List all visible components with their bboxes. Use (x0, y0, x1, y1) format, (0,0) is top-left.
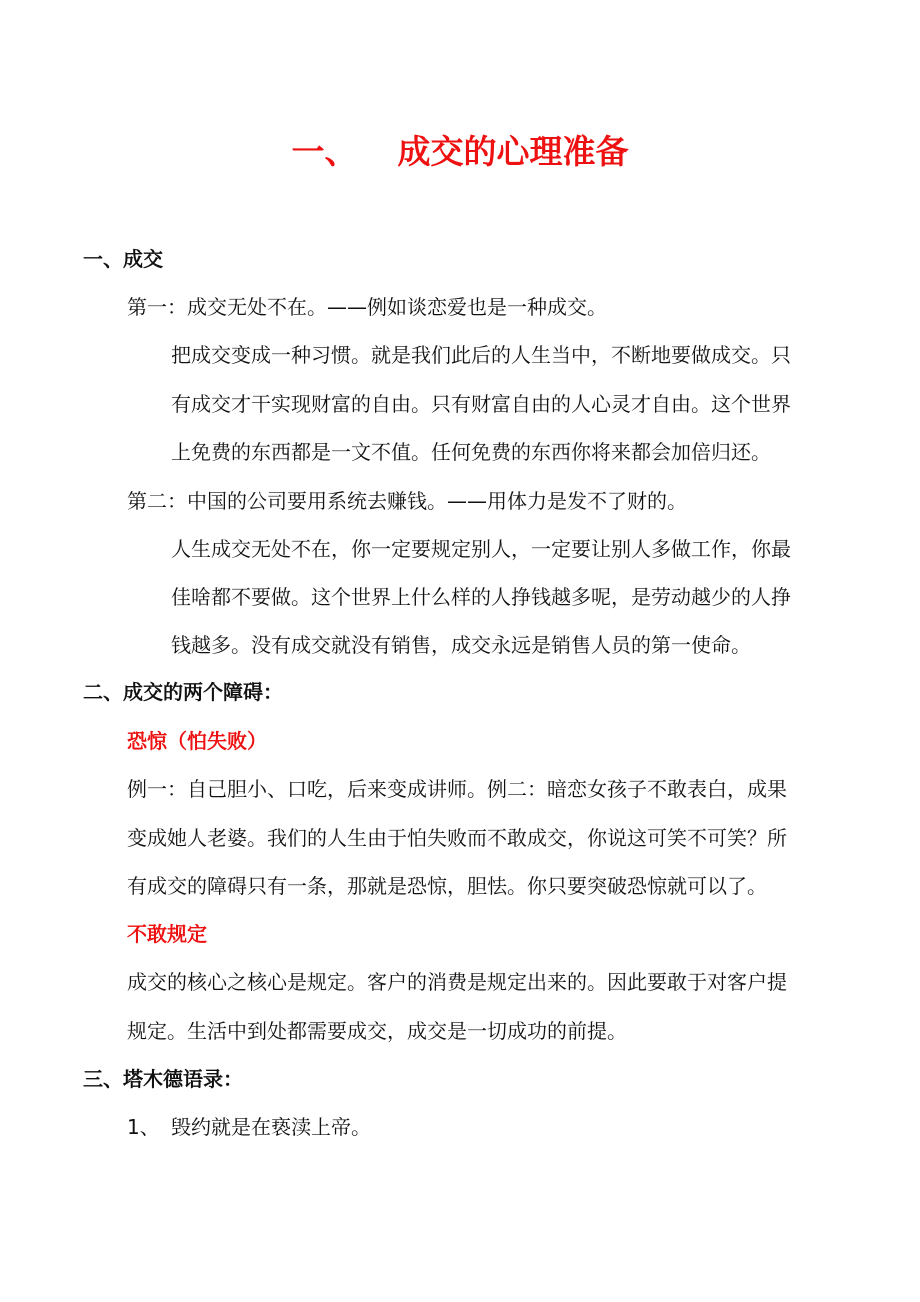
title-text: 成交的心理准备 (397, 132, 629, 171)
section1-para2-line2: 佳啥都不要做。这个世界上什么样的人挣钱越多呢，是劳动越少的人挣 (171, 585, 791, 609)
section1-point-second: 第二：中国的公司要用系统去赚钱。——用体力是发不了财的。 (127, 489, 687, 513)
section2-para1-line2: 变成她人老婆。我们的人生由于怕失败而不敢成交，你说这可笑不可笑？所 (127, 826, 787, 850)
title-number: 一、 (291, 132, 358, 171)
section1-heading: 一、成交 (83, 247, 163, 271)
section2-para2-line1: 成交的核心之核心是规定。客户的消费是规定出来的。因此要敢于对客户提 (127, 970, 787, 994)
section2-para1-line1: 例一：自己胆小、口吃，后来变成讲师。例二：暗恋女孩子不敢表白，成果 (127, 777, 787, 801)
section1-point-first: 第一：成交无处不在。——例如谈恋爱也是一种成交。 (127, 295, 607, 319)
section1-para2-line3: 钱越多。没有成交就没有销售，成交永远是销售人员的第一使命。 (171, 633, 751, 657)
section3-item1-number: 1、 (127, 1115, 160, 1139)
section2-subheading-fear: 恐惊（怕失败） (127, 729, 267, 753)
page-title (0, 128, 920, 176)
section2-heading: 二、成交的两个障碍： (83, 680, 283, 704)
section1-para2-line1: 人生成交无处不在，你一定要规定别人，一定要让别人多做工作，你最 (171, 537, 791, 561)
section2-para1-line3: 有成交的障碍只有一条，那就是恐惊，胆怯。你只要突破恐惊就可以了。 (127, 874, 767, 898)
section3-item1-text: 毁约就是在亵渎上帝。 (171, 1115, 371, 1139)
section1-para1-line1: 把成交变成一种习惯。就是我们此后的人生当中，不断地要做成交。只 (171, 343, 791, 367)
section1-para1-line2: 有成交才干实现财富的自由。只有财富自由的人心灵才自由。这个世界 (171, 392, 791, 416)
section3-heading: 三、塔木德语录： (83, 1067, 243, 1091)
section1-para1-line3: 上免费的东西都是一文不值。任何免费的东西你将来都会加倍归还。 (171, 440, 771, 464)
section2-para2-line2: 规定。生活中到处都需要成交，成交是一切成功的前提。 (127, 1019, 627, 1043)
section2-subheading-dare: 不敢规定 (127, 922, 207, 946)
